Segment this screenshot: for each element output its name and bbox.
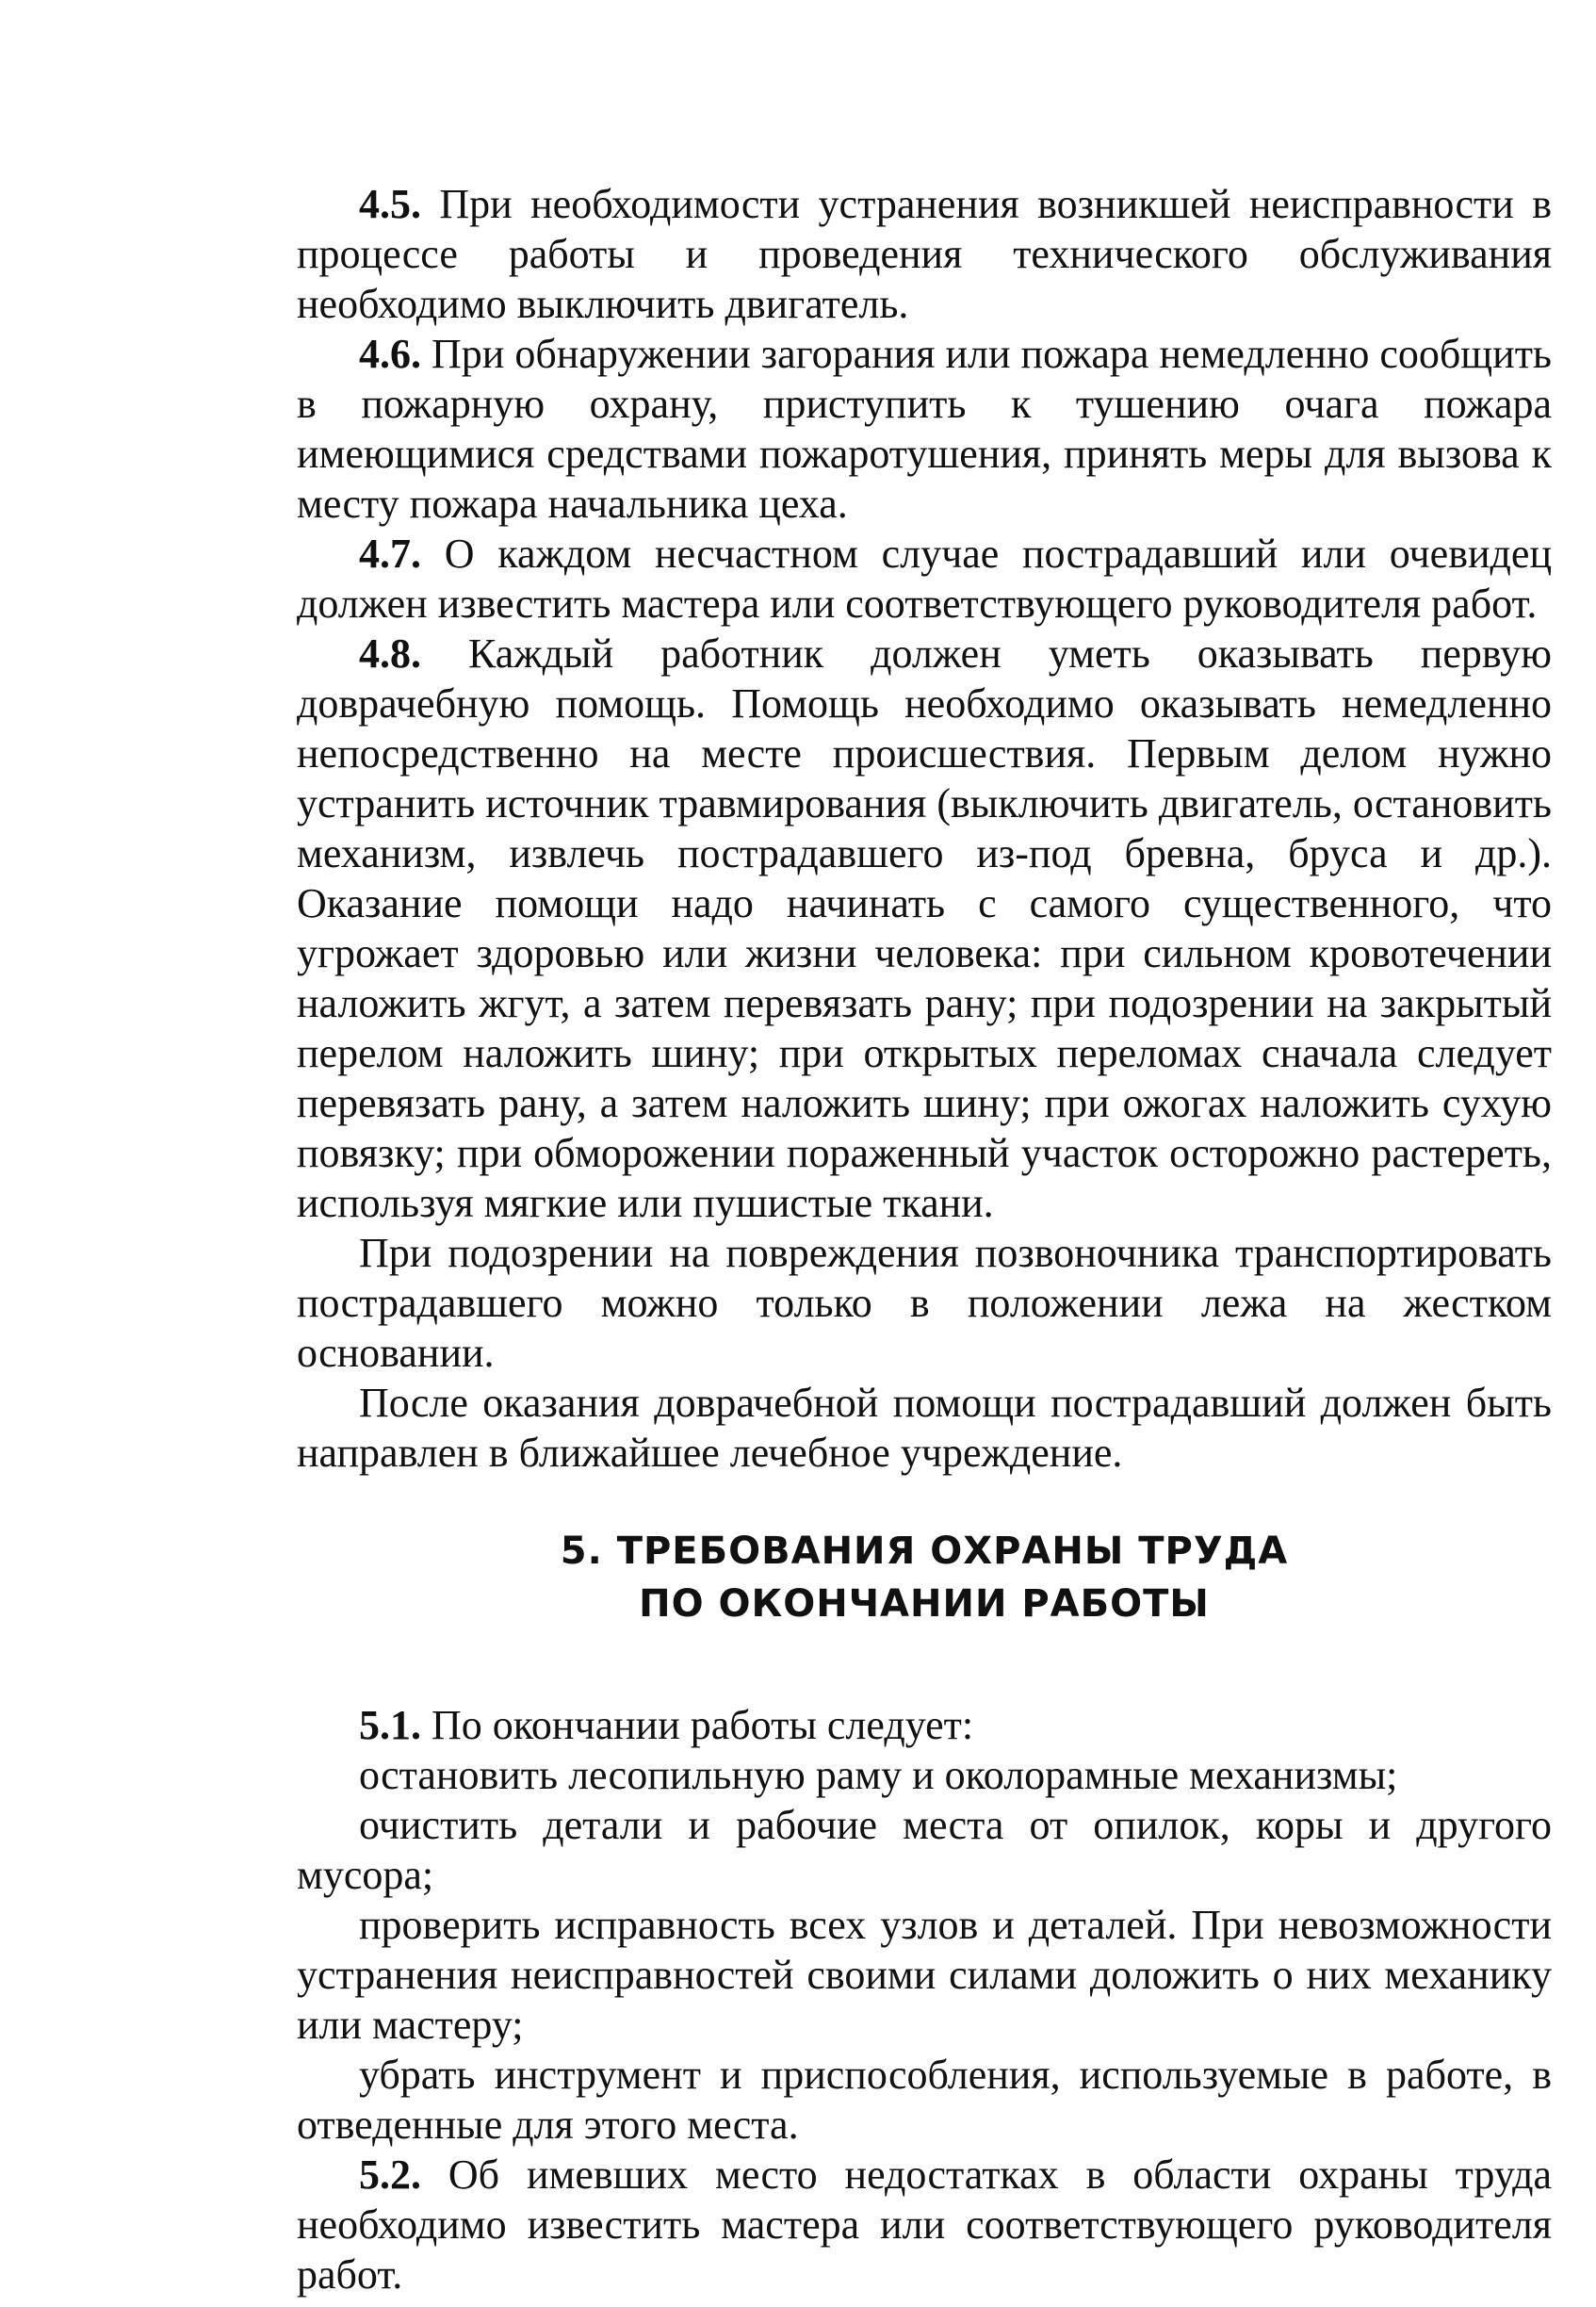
- paragraph-number: 5.1.: [359, 1702, 421, 1748]
- paragraph-number: 5.2.: [359, 2152, 421, 2198]
- paragraph-5-1: [297, 1700, 1552, 1750]
- paragraph-text: При обнаружении загорания или пожара немедленно сообщить в пожарную охрану, приступить к тушению очага пожара имеющимися средствами пожаротушения, принять меры для вызова к месту пожара начальника цеха.: [297, 331, 1552, 527]
- section-5-title-line-1: 5. ТРЕБОВАНИЯ ОХРАНЫ ТРУДА: [560, 1530, 1289, 1573]
- list-item: остановить лесопильную раму и околорамные механизмы;: [359, 1752, 1398, 1798]
- list-item: проверить исправность всех узлов и деталей. При невозможности устранения неисправностей своими силами доложить о них механику или мастеру;: [297, 1902, 1552, 2048]
- paragraph-text: О каждом несчастном случае пострадавший или очевидец должен известить мастера или соответствующего руководителя работ.: [297, 531, 1552, 627]
- paragraph-5-2: [297, 2150, 1552, 2299]
- paragraph-4-7: [297, 529, 1552, 629]
- paragraph-text: Каждый работник должен уметь оказывать первую доврачебную помощь. Помощь необходимо оказывать немедленно непосредственно на месте происшествия. Первым делом нужно устранить источник травмирования (выключить двигатель, остановить механизм, извлечь пострадавшего из-под бревна, бруса и др.). Оказание помощи надо начинать с самого существенного, что угрожает здоровью или жизни человека: при сильном кровотечении наложить жгут, а затем перевязать рану; при подозрении на закрытый перелом наложить шину; при открытых переломах сначала следует перевязать рану, а затем наложить шину; при ожогах наложить сухую повязку; при обморожении пораженный участок осторожно растереть, используя мягкие или пушистые ткани.: [297, 630, 1552, 1226]
- paragraph-number: 4.8.: [359, 630, 421, 677]
- paragraph-text: При необходимости устранения возникшей неисправности в процессе работы и проведения технического обслуживания необходимо выключить двигатель.: [297, 181, 1552, 327]
- list-item: убрать инструмент и приспособления, используемые в работе, в отведенные для этого места.: [297, 2052, 1552, 2148]
- paragraph-number: 4.6.: [359, 331, 421, 377]
- document-page: [297, 179, 1552, 2299]
- paragraph-text: Об имевших место недостатках в области охраны труда необходимо известить мастера или соответствующего руководителя работ.: [297, 2152, 1552, 2298]
- paragraph-spine-injury: При подозрении на повреждения позвоночника транспортировать пострадавшего можно только в положении лежа на жестком основании.: [297, 1230, 1552, 1376]
- paragraph-4-6: [297, 329, 1552, 529]
- list-item: очистить детали и рабочие места от опилок, коры и другого мусора;: [297, 1802, 1552, 1898]
- paragraph-number: 4.5.: [359, 181, 421, 227]
- paragraph-text: По окончании работы следует:: [421, 1702, 974, 1748]
- paragraph-number: 4.7.: [359, 531, 421, 577]
- paragraph-4-8: [297, 629, 1552, 1228]
- section-5-title-line-2: ПО ОКОНЧАНИИ РАБОТЫ: [639, 1582, 1210, 1626]
- paragraph-4-5: [297, 179, 1552, 329]
- section-5-heading: [297, 1525, 1552, 1630]
- paragraph-medical-referral: После оказания доврачебной помощи пострадавший должен быть направлен в ближайшее лечебное учреждение.: [297, 1380, 1552, 1476]
